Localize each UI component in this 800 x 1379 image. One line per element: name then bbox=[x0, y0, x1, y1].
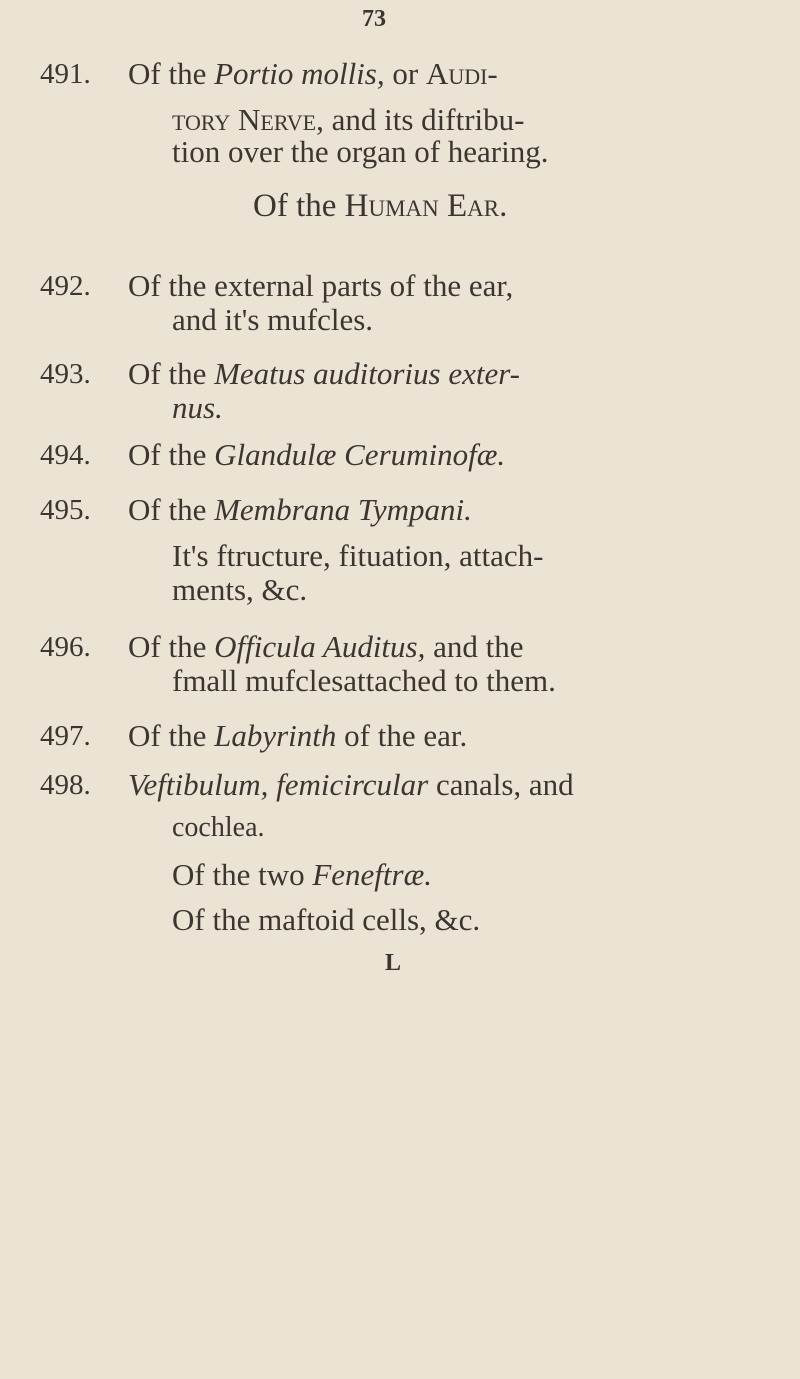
section-heading bbox=[253, 188, 507, 224]
text: Portio mollis, bbox=[214, 56, 385, 91]
entry-492-line2: and it's mufcles. bbox=[172, 302, 374, 337]
text: canals, and bbox=[428, 767, 574, 802]
signature-mark: L bbox=[385, 950, 402, 976]
entry-number: 495. bbox=[40, 494, 91, 526]
text: Feneftræ. bbox=[312, 857, 433, 892]
text: Ear. bbox=[447, 188, 508, 224]
text: Membrana Tympani. bbox=[214, 492, 472, 527]
text: Of the bbox=[253, 188, 345, 224]
entry-498-line4: Of the maftoid cells, &c. bbox=[172, 902, 481, 937]
text: Meatus auditorius exter- bbox=[214, 356, 520, 391]
entry-number: 491. bbox=[40, 58, 91, 90]
text: Labyrinth bbox=[214, 718, 337, 753]
text: tory Nerve, bbox=[172, 102, 324, 137]
entry-number: 493. bbox=[40, 358, 91, 390]
text: Of the two bbox=[172, 857, 313, 892]
entry-495-line3: ments, &c. bbox=[172, 572, 308, 607]
entry-493-line2: nus. bbox=[172, 390, 223, 425]
page-number: 73 bbox=[362, 6, 386, 32]
text: Of the bbox=[128, 629, 215, 664]
text: Human bbox=[344, 188, 439, 224]
entry-number: 497. bbox=[40, 720, 91, 752]
text: or bbox=[384, 56, 426, 91]
entry-498-line2: cochlea. bbox=[172, 812, 265, 843]
entry-491-line2 bbox=[172, 102, 524, 138]
entry-number: 494. bbox=[40, 439, 91, 471]
text: Officula Auditus, bbox=[214, 629, 426, 664]
entry-number: 498. bbox=[40, 769, 91, 801]
entry-496-line2: fmall mufclesattached to them. bbox=[172, 663, 556, 698]
text: and its diftribu- bbox=[323, 102, 525, 137]
text: Of the bbox=[128, 492, 215, 527]
text: of the ear. bbox=[336, 718, 468, 753]
entry-498-line3 bbox=[172, 857, 432, 893]
text: Of the external parts of the ear, bbox=[128, 268, 514, 303]
text: Of the bbox=[128, 56, 215, 91]
text: Audi- bbox=[425, 56, 498, 91]
entry-491-line3: tion over the organ of hearing. bbox=[172, 134, 549, 169]
text: Of the bbox=[128, 437, 215, 472]
text: Of the bbox=[128, 718, 215, 753]
text: and the bbox=[425, 629, 524, 664]
entry-number: 496. bbox=[40, 631, 91, 663]
text: Of the bbox=[128, 356, 215, 391]
entry-number: 492. bbox=[40, 270, 91, 302]
text: Glandulæ Ceruminofæ. bbox=[214, 437, 506, 472]
entry-495-line2: It's ftructure, fituation, attach- bbox=[172, 538, 544, 573]
text: Veftibulum, femicircular bbox=[128, 767, 429, 802]
